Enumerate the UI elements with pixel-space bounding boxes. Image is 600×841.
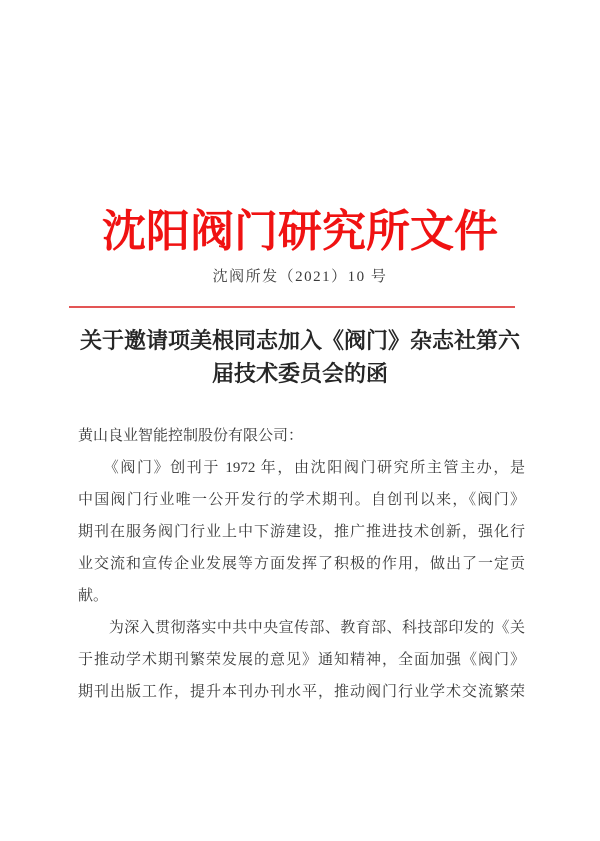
body-line: 业交流和宣传企业发展等方面发挥了积极的作用，做出了一定贡 bbox=[78, 556, 525, 572]
body-line: 为深入贯彻落实中共中央宣传部、教育部、科技部印发的《关 bbox=[78, 620, 525, 636]
document-title: 沈阳阀门研究所文件 bbox=[102, 207, 498, 256]
letter-body bbox=[78, 420, 525, 708]
recipient-line: 黄山良业智能控制股份有限公司： bbox=[78, 428, 304, 444]
body-line: 期刊在服务阀门行业上中下游建设，推广推进技术创新，强化行 bbox=[78, 524, 525, 540]
body-line: 期刊出版工作，提升本刊办刊水平，推动阀门行业学术交流繁荣 bbox=[78, 684, 525, 700]
subject-heading-line-1: 关于邀请项美根同志加入《阀门》杂志社第六 bbox=[79, 328, 520, 353]
body-line: 《阀门》创刊于 1972 年，由沈阳阀门研究所主管主办，是 bbox=[78, 460, 525, 476]
document-number: 沈阀所发（2021）10 号 bbox=[212, 269, 388, 285]
subject-heading bbox=[30, 324, 570, 390]
body-line: 献。 bbox=[78, 588, 109, 604]
body-line: 中国阀门行业唯一公开发行的学术期刊。自创刊以来，《阀门》 bbox=[78, 492, 525, 508]
red-divider-line bbox=[69, 306, 515, 308]
body-line: 于推动学术期刊繁荣发展的意见》通知精神，全面加强《阀门》 bbox=[78, 652, 525, 668]
subject-heading-line-2: 届技术委员会的函 bbox=[211, 361, 388, 386]
